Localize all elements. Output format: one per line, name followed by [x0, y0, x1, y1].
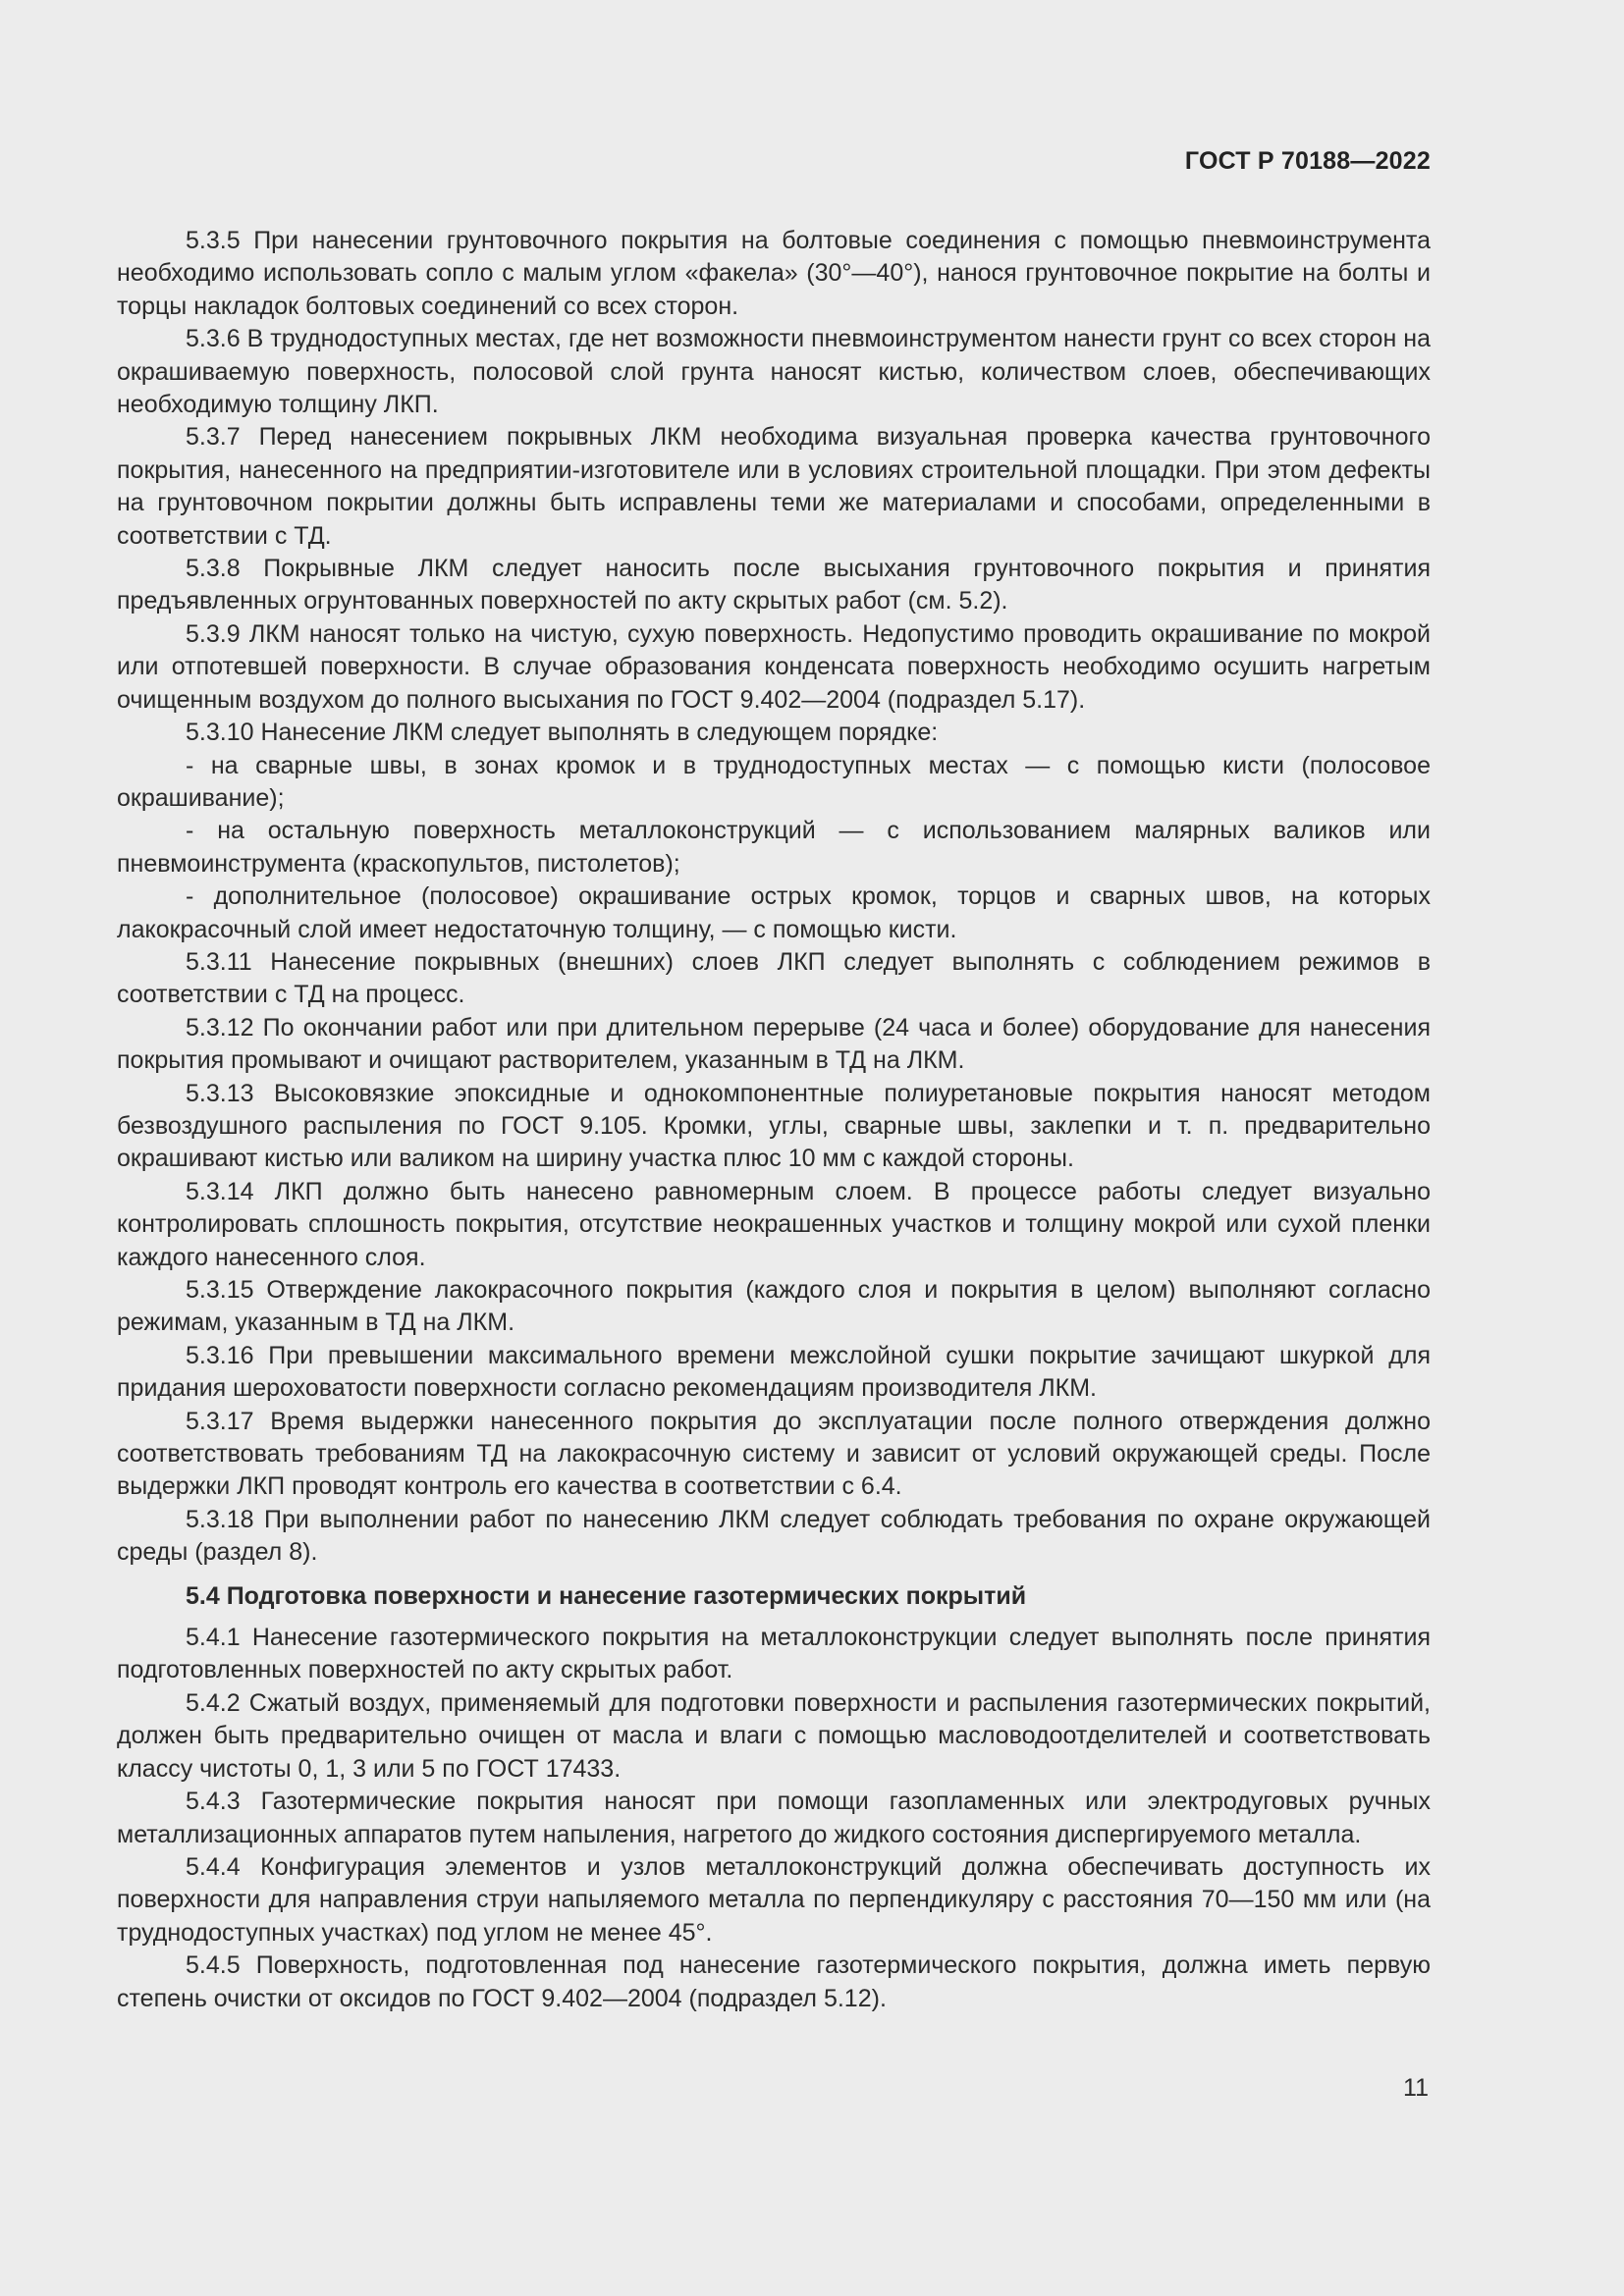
paragraph: 5.4.5 Поверхность, подготовленная под нанесение газотермического покрытия, должна иметь первую степень очистки от оксидов по ГОСТ 9.402—2004 (подраздел 5.12). — [117, 1951, 1431, 2012]
paragraph: - дополнительное (полосовое) окрашивание острых кромок, торцов и сварных швов, на которых лакокрасочный слой имеет недостаточную толщину, — с помощью кисти. — [117, 882, 1431, 943]
paragraph: 5.4.3 Газотермические покрытия наносят при помощи газопламенных или электродуговых ручных металлизационных аппаратов путем напыления, нагретого до жидкого состояния диспергируемого металла. — [117, 1788, 1431, 1848]
paragraph: 5.3.9 ЛКМ наносят только на чистую, сухую поверхность. Недопустимо проводить окрашивание по мокрой или отпотевшей поверхности. В случае образования конденсата поверхность необходимо осушить нагретым очищенным воздухом до полного высыхания по ГОСТ 9.402—2004 (подраздел 5.17). — [117, 619, 1431, 714]
paragraph: - на сварные швы, в зонах кромок и в труднодоступных местах — с помощью кисти (полосовое окрашивание); — [117, 751, 1431, 812]
paragraph: 5.3.14 ЛКП должно быть нанесено равномерным слоем. В процессе работы следует визуально контролировать сплошность покрытия, отсутствие неокрашенных участков и толщину мокрой или сухой пленки каждого нанесенного слоя. — [117, 1177, 1431, 1271]
paragraph-group-5-3 — [117, 225, 1431, 1570]
paragraph: 5.3.16 При превышении максимального времени межслойной сушки покрытие зачищают шкуркой для придания шероховатости поверхности согласно рекомендациям производителя ЛКМ. — [117, 1341, 1431, 1403]
paragraph: 5.3.6 В труднодоступных местах, где нет возможности пневмоинструментом нанести грунт со всех сторон на окрашиваемую поверхность, полосовой слой грунта наносят кистью, количеством слоев, обеспечивающих необходимую толщину ЛКП. — [117, 325, 1431, 419]
paragraph: 5.3.11 Нанесение покрывных (внешних) слоев ЛКП следует выполнять с соблюдением режимов в соответствии с ТД на процесс. — [117, 947, 1431, 1009]
paragraph: 5.3.8 Покрывные ЛКМ следует наносить после высыхания грунтовочного покрытия и принятия предъявленных огрунтованных поверхностей по акту скрытых работ (см. 5.2). — [117, 555, 1431, 615]
paragraph: - на остальную поверхность металлоконструкций — с использованием малярных валиков или пневмоинструмента (краскопультов, пистолетов); — [117, 817, 1431, 878]
section-heading: 5.4 Подготовка поверхности и нанесение газотермических покрытий — [186, 1581, 1027, 1610]
paragraph: 5.3.10 Нанесение ЛКМ следует выполнять в следующем порядке: — [186, 719, 939, 747]
paragraph: 5.3.18 При выполнении работ по нанесению ЛКМ следует соблюдать требования по охране окружающей среды (раздел 8). — [117, 1505, 1431, 1567]
paragraph-group-5-4 — [117, 1622, 1431, 2015]
document-header: ГОСТ Р 70188—2022 — [1184, 147, 1431, 175]
paragraph: 5.4.1 Нанесение газотермического покрытия на металлоконструкции следует выполнять после принятия подготовленных поверхностей по акту скрытых работ. — [117, 1624, 1431, 1684]
paragraph: 5.4.2 Сжатый воздух, применяемый для подготовки поверхности и распыления газотермических покрытий, должен быть предварительно очищен от масла и влаги с помощью масловодоотделителей и соответствовать классу чистоты 0, 1, 3 или 5 по ГОСТ 17433. — [117, 1688, 1431, 1783]
paragraph: 5.3.15 Отверждение лакокрасочного покрытия (каждого слоя и покрытия в целом) выполняют согласно режимам, указанным в ТД на ЛКМ. — [117, 1276, 1431, 1337]
document-body — [117, 225, 1431, 2015]
paragraph: 5.4.4 Конфигурация элементов и узлов металлоконструкций должна обеспечивать доступность их поверхности для направления струи напыляемого металла по перпендикуляру с расстояния 70—150 мм или (на труднодоступных участках) под углом не менее 45°. — [117, 1852, 1431, 1947]
paragraph: 5.3.17 Время выдержки нанесенного покрытия до эксплуатации после полного отверждения должно соответствовать требованиям ТД на лакокрасочную систему и зависит от условий окружающей среды. После выдержки ЛКП проводят контроль его качества в соответствии с 6.4. — [117, 1407, 1431, 1501]
paragraph: 5.3.13 Высоковязкие эпоксидные и однокомпонентные полиуретановые покрытия наносят методом безвоздушного распыления по ГОСТ 9.105. Кромки, углы, сварные швы, заклепки и т. п. предварительно окрашивают кистью или валиком на ширину участка плюс 10 мм с каждой стороны. — [117, 1079, 1431, 1173]
paragraph: 5.3.5 При нанесении грунтовочного покрытия на болтовые соединения с помощью пневмоинструмента необходимо использовать сопло с малым углом «факела» (30°—40°), нанося грунтовочное покрытие на болты и торцы накладок болтовых соединений со всех сторон. — [117, 227, 1431, 320]
paragraph: 5.3.7 Перед нанесением покрывных ЛКМ необходима визуальная проверка качества грунтовочного покрытия, нанесенного на предприятии-изготовителе или в условиях строительной площадки. При этом дефекты на грунтовочном покрытии должны быть исправлены теми же материалами и способами, определенными в соответствии с ТД. — [117, 423, 1431, 550]
paragraph: 5.3.12 По окончании работ или при длительном перерыве (24 часа и более) оборудование для нанесения покрытия промывают и очищают растворителем, указанным в ТД на ЛКМ. — [117, 1013, 1431, 1075]
page-number: 11 — [1403, 2074, 1429, 2102]
